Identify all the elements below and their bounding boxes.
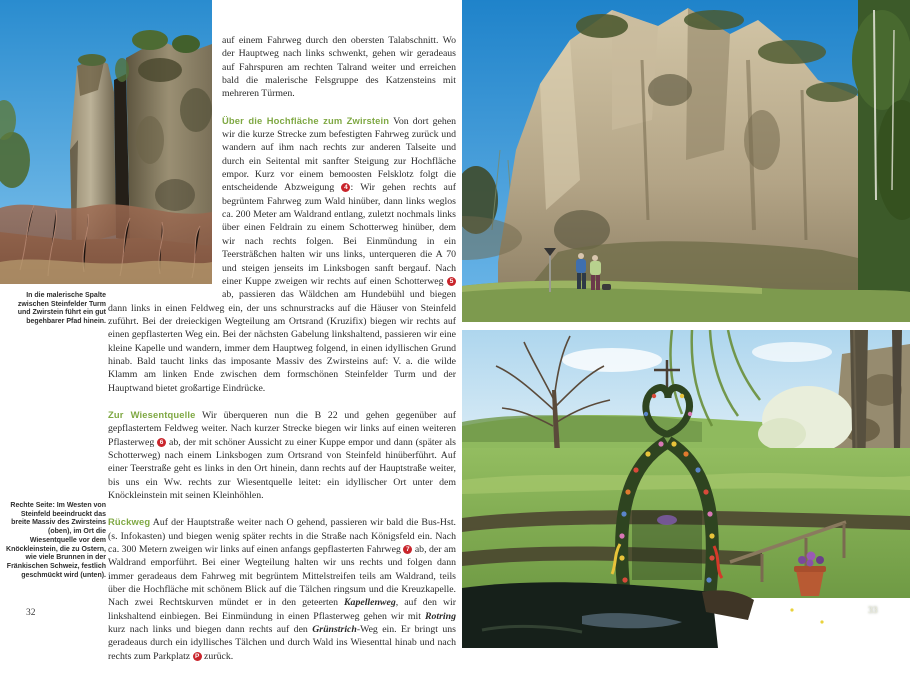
section-heading: Rückweg (108, 516, 151, 528)
text-run: Wir überqueren nun die B 22 und gehen gegenüber auf gepflastertem Feldweg weiter. Nach kurzer Strecke biegen wir links auf einen weiteren Pflasterweg (108, 409, 456, 448)
text-run: ab, passieren das Wäldchen am Hundebühl und biegen dann links in einen Feldweg ein, der uns schnurstracks auf die Häuser von Steinfeld zuführt. Bei der dreieckigen Wegteilung am Ortsrand (Kruzifix) biegen wir rechts auf einen gepflasterten Weg ein. Bei der nächsten Gabelung linkshaltend, passieren wir eine kleine Kapelle und wandern, immer dem Hauptweg folgend, in einen idyllischen Grund hinab. Bald taucht links das imposante Massiv des Zwirsteins auf: V. a. die wilde Klamm am linken Ende zwischen dem formschönen Steinfelder Turm und der Hauptwand bietet großartige Eindrücke. (108, 289, 456, 394)
route-marker: P (193, 652, 202, 661)
body-text (108, 34, 456, 676)
page-number-left: 32 (26, 608, 36, 618)
route-marker: 7 (403, 545, 412, 554)
text-run: ab, der am Waldrand emporführt. Bei einer Wegteilung halten wir uns rechts und folgen dann immer geradeaus dem Fahrweg mit begrüntem Mittelstreifen teils am Waldrand, teils über die Hochfläche mit schönem Blick auf die Tälchen ringsum und die Kreuzkapelle. Nach zwei Rechtskurven mündet er in den geteerten (108, 544, 456, 609)
section-heading: Über die Hochfläche zum Zwirstein (222, 114, 390, 126)
photo-easter-well-spring (462, 330, 910, 648)
paragraph-rueckweg (108, 515, 456, 663)
caption-right-page: Rechte Seite: Im Westen von Steinfeld beeindruckt das breite Massiv des Zwirsteins (oben), im Ort die Wiesentquelle vor dem Knöckleinstein, die zu Ostern, wie viele Brunnen in der Fränkischen Schweiz, festlich geschmückt wird (unten). (6, 502, 106, 579)
text-run: Kapellenweg (344, 597, 396, 609)
page-number-right: 33 (868, 606, 878, 616)
photo-text-wrap-spacer (108, 34, 222, 290)
text-run: -Weg ein. Er bringt uns geradeaus durch ein idyllisches Tälchen und durch Wald ins Wiesenttal hinab und nach rechts zum Parkplatz (108, 624, 456, 662)
text-run: : Wir gehen rechts auf begrüntem Fahrweg zum Wald hinüber, dann links weglos ca. 200 Meter am Waldrand entlang, zuletzt nochmals links über einen Feldrain zu einem Schotterweg hinüber, dem wir nach rechts folgen. Bei Einmündung in ein Teersträßchen halten wir uns links, unterqueren die A 70 und steigen jenseits im Linksbogen sanft bergauf. Nach einer Kuppe zweigen wir rechts auf einen Schotterweg (222, 182, 456, 287)
paragraph-wiesentquelle (108, 408, 456, 502)
text-run: Auf der Hauptstraße weiter nach O gehend, passieren wir bald die Bus-Hst. (s. Infokasten) und biegen wenig später rechts in die Straße nach Königsfeld ein. Nach ca. 300 Metern zweigen wir links auf einen anfangs gepflasterten Fahrweg (108, 517, 456, 556)
easter-well-illustration (462, 330, 910, 648)
text-run: Rotring (424, 610, 456, 622)
text-run: kurz nach links und biegen dann rechts auf den (108, 624, 313, 636)
text-run: , auf den wir linkshaltend einbiegen. Bei Einmündung in einen Pflasterweg gehen wir mit (108, 597, 456, 622)
section-heading: Zur Wiesentquelle (108, 408, 196, 420)
photo-zwirstein-massif (462, 0, 910, 322)
text-run: auf einem Fahrweg durch den obersten Talabschnitt. Wo der Hauptweg nach links schwenkt, gehen wir geradeaus auf Fahrspuren am rechten Talrand weiter und erreichen bald die malerische Felsgruppe des Katzensteins mit mehreren Türmen. (222, 35, 456, 100)
route-marker: 6 (157, 438, 166, 447)
caption-rock-gap: In die malerische Spalte zwischen Steinfelder Turm und Zwirstein führt ein gut begehbarer Pfad hinein. (17, 292, 106, 326)
text-run: Grünstrich (312, 624, 357, 636)
text-run: Von dort gehen wir die kurze Strecke zum befestigten Fahrweg zurück und wandern auf ihm nach rechts zur anderen Talseite und durch ein Seitental mit sanfter Steigung zur Hochfläche empor. Kurz vor einem bemoosten Felsklotz folgt die entscheidende Abzweigung (222, 115, 456, 194)
route-marker: 4 (341, 183, 350, 192)
text-run: zurück. (201, 650, 234, 662)
zwirstein-massif-illustration (462, 0, 910, 322)
text-run: ab, der mit schöner Aussicht zu einer Kuppe empor und dann (später als Schotterweg) nach einem Linksbogen zum Ortsrand von Steinfeld hinüberführt. Auf einer Teerstraße geht es links in den Ort hinein, dann rechts auf der Hauptstraße weiter, bis uns ein Ww. rechts zur Wiesentquelle leitet: ein idyllischer Ort unter dem Knöckleinstein mit seinen Kleinhöhlen. (108, 436, 456, 501)
route-marker: 5 (447, 277, 456, 286)
